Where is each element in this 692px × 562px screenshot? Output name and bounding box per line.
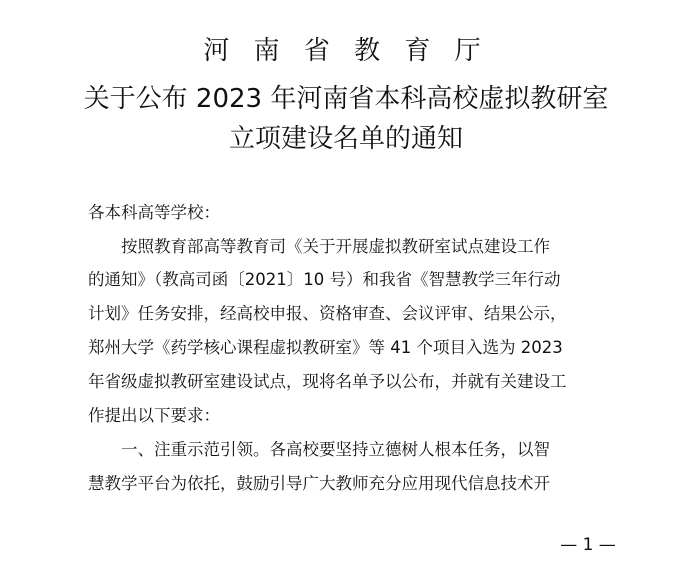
salutation: 各本科高等学校： [88,203,220,222]
body-line-7: 一、注重示范引领。各高校要坚持立德树人根本任务，以智 [88,440,550,459]
document-title-line-1: 关于公布 2023 年河南省本科高校虚拟教研室 [83,84,609,114]
issuing-agency: 河 南 省 教 育 厅 [203,36,489,66]
body-line-2: 的通知》（教高司函〔2021〕10 号）和我省《智慧教学三年行动 [88,270,561,289]
page-number: — 1 — [560,535,616,555]
body-line-8: 慧教学平台为依托，鼓励引导广大教师充分应用现代信息技术开 [88,474,550,493]
body-line-6: 作提出以下要求： [88,406,220,425]
body-line-4: 郑州大学《药学核心课程虚拟教研室》等 41 个项目入选为 2023 [88,338,563,357]
document-title-line-2: 立项建设名单的通知 [228,124,463,154]
body-line-3: 计划》任务安排，经高校申报、资格审查、会议评审、结果公示， [88,304,567,323]
body-line-5: 年省级虚拟教研室建设试点，现将名单予以公布，并就有关建设工 [88,372,567,391]
body-line-1: 按照教育部高等教育司《关于开展虚拟教研室试点建设工作 [88,237,550,256]
